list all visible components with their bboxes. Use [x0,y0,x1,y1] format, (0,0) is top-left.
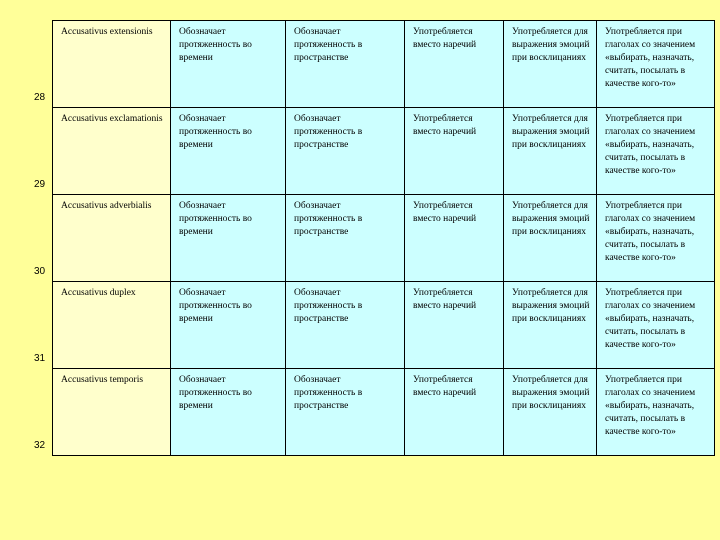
cell-verbs[interactable]: Употребляется при глаголах со значением «выбирать, назначать, считать, посылать в качестве кого-то» [597,195,715,282]
cell-term: Accusativus extensionis [53,21,171,108]
cell-space[interactable]: Обозначает протяженность в пространстве [286,108,405,195]
cell-space[interactable]: Обозначает протяженность в пространстве [286,282,405,369]
cell-term: Accusativus adverbialis [53,195,171,282]
cell-term: Accusativus temporis [53,369,171,456]
table-row [53,195,715,282]
cell-adverb[interactable]: Употребляется вместо наречий [405,282,504,369]
table-row [53,21,715,108]
cell-space[interactable]: Обозначает протяженность в пространстве [286,195,405,282]
cell-time[interactable]: Обозначает протяженность во времени [171,108,286,195]
cell-emotion[interactable]: Употребляется для выражения эмоций при восклицаниях [504,369,597,456]
cell-time[interactable]: Обозначает протяженность во времени [171,282,286,369]
table-row [53,369,715,456]
row-number: 32 [34,440,46,451]
cell-adverb[interactable]: Употребляется вместо наречий [405,108,504,195]
cell-emotion[interactable]: Употребляется для выражения эмоций при восклицаниях [504,195,597,282]
table-row [53,108,715,195]
cell-verbs[interactable]: Употребляется при глаголах со значением «выбирать, назначать, считать, посылать в качестве кого-то» [597,369,715,456]
cell-emotion[interactable]: Употребляется для выражения эмоций при восклицаниях [504,21,597,108]
cell-space[interactable]: Обозначает протяженность в пространстве [286,21,405,108]
cell-term: Accusativus duplex [53,282,171,369]
cell-adverb[interactable]: Употребляется вместо наречий [405,369,504,456]
cell-adverb[interactable]: Употребляется вместо наречий [405,21,504,108]
cell-verbs[interactable]: Употребляется при глаголах со значением «выбирать, назначать, считать, посылать в качестве кого-то» [597,108,715,195]
row-number: 29 [34,179,46,190]
cell-time[interactable]: Обозначает протяженность во времени [171,21,286,108]
cell-time[interactable]: Обозначает протяженность во времени [171,369,286,456]
cell-emotion[interactable]: Употребляется для выражения эмоций при восклицаниях [504,108,597,195]
cell-emotion[interactable]: Употребляется для выражения эмоций при восклицаниях [504,282,597,369]
quiz-table [52,20,715,456]
cell-verbs[interactable]: Употребляется при глаголах со значением «выбирать, назначать, считать, посылать в качестве кого-то» [597,282,715,369]
row-number: 30 [34,266,46,277]
cell-term: Accusativus exclamationis [53,108,171,195]
cell-space[interactable]: Обозначает протяженность в пространстве [286,369,405,456]
table-row [53,282,715,369]
row-number: 28 [34,92,46,103]
row-number: 31 [34,353,46,364]
cell-adverb[interactable]: Употребляется вместо наречий [405,195,504,282]
cell-verbs[interactable]: Употребляется при глаголах со значением «выбирать, назначать, считать, посылать в качестве кого-то» [597,21,715,108]
cell-time[interactable]: Обозначает протяженность во времени [171,195,286,282]
